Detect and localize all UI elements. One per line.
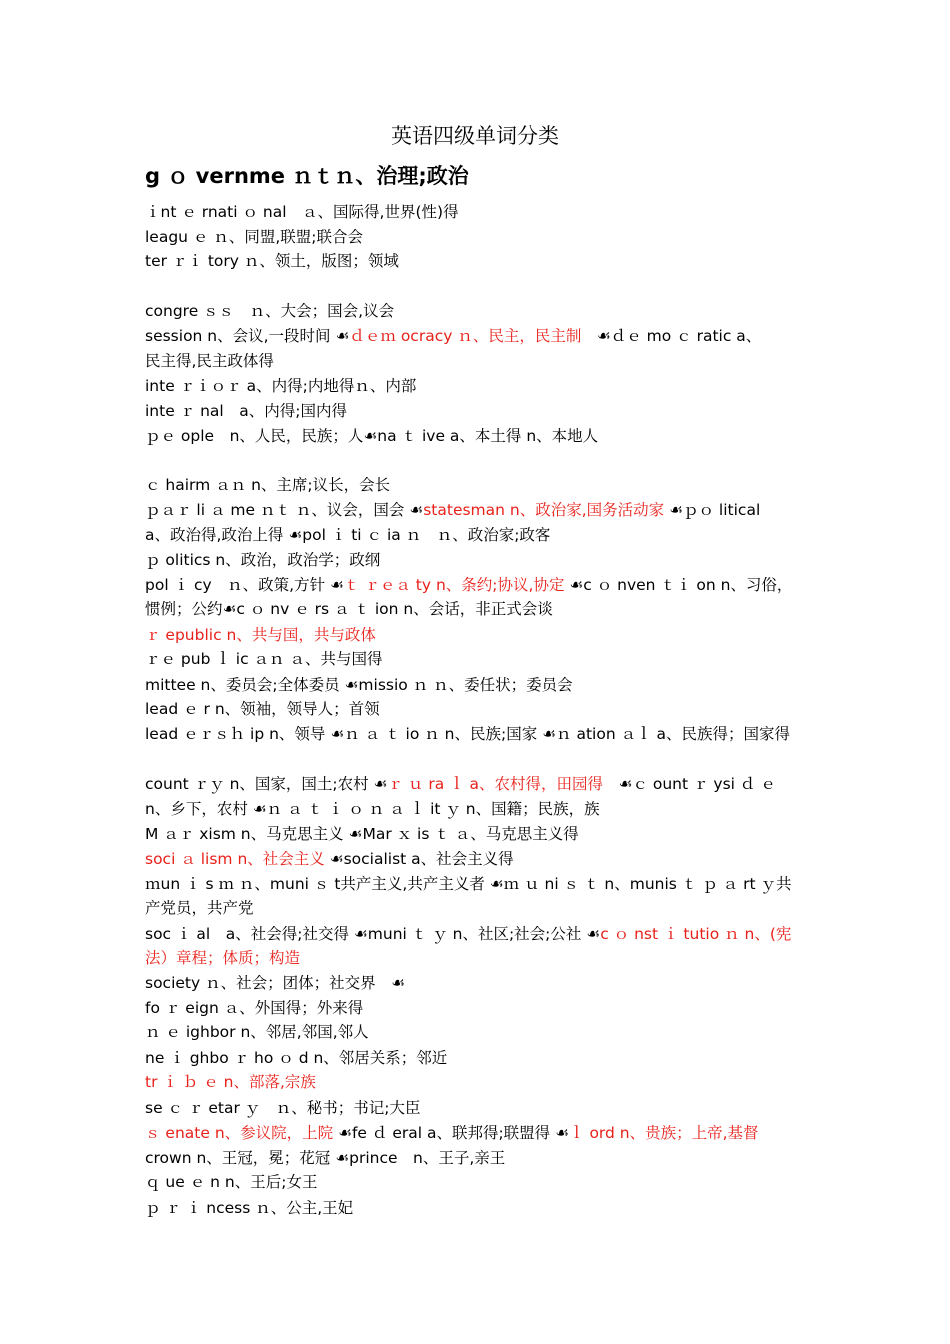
vocab-line (145, 896, 825, 920)
vocab-entry: ｃ hairm ａｎ n、主席;议长，会长 (145, 476, 391, 494)
vocab-line (145, 473, 825, 497)
section-heading: g ｏ vernme ｎｔｎ、治理;政治 (145, 164, 469, 188)
vocab-entry: inte ｒｉｏｒ a、内得;内地得ｎ、内部 (145, 377, 417, 395)
vocab-line (145, 548, 825, 572)
vocab-entry: count ｒｙ n、国家，国土;农村 ☙ (145, 775, 388, 793)
vocab-line (145, 424, 825, 448)
vocab-entry: ｐ ｒ ｉ ncess ｎ、公主,王妃 (145, 1199, 354, 1217)
vocab-line (145, 1121, 825, 1145)
vocab-entry: society ｎ、社会；团体；社交界 ☙ (145, 974, 405, 992)
vocab-entry: ☙c ｏ nven ｔｉ on n、习俗， (564, 576, 793, 594)
vocab-entry: n、乡下，农村 ☙ｎ ａ ｔ ｉ ｏ ｎ ａ ｌ it ｙ n、国籍；民族，族 (145, 800, 600, 818)
vocab-line (145, 249, 825, 273)
vocab-entry: ☙ｐｏ litical (664, 501, 761, 519)
vocab-line (145, 225, 825, 249)
vocab-line (145, 498, 825, 522)
vocab-entry: a、政治得,政治上得 ☙pol ｉ ti ｃ ia ｎ ｎ、政治家;政客 (145, 526, 551, 544)
vocab-line (145, 374, 825, 398)
vocab-line (145, 1196, 825, 1220)
highlighted-entry: soci ａ lism n、社会主义 (145, 850, 325, 868)
vocab-line (145, 324, 825, 348)
highlighted-entry: ｒ ｕ ra ｌ a、农村得，田园得 (387, 775, 604, 793)
vocab-entry: ☙ｃ ount ｒ ysi ｄ ｅ (603, 775, 776, 793)
vocab-line (145, 1146, 825, 1170)
vocab-line (145, 523, 825, 547)
highlighted-entry: ｒ epublic n、共与国，共与政体 (145, 626, 376, 644)
vocab-line (145, 623, 825, 647)
vocab-entry: crown n、王冠，冕；花冠 ☙prince n、王子,亲王 (145, 1149, 506, 1167)
vocab-entry: ☙ｄｅ mo ｃ ratic a、 (581, 327, 762, 345)
highlighted-entry: ｔ ｒｅａ ty n、条约;协议,协定 (343, 576, 565, 594)
vocab-entry: se ｃ ｒ etar ｙ ｎ、秘书；书记;大臣 (145, 1099, 421, 1117)
vocab-entry: soc ｉ al a、社会得;社交得 ☙muni ｔ ｙ n、社区;社会;公社 ☙ (145, 925, 601, 943)
vocab-line (145, 822, 825, 846)
vocab-entry: ☙fe ｄ eral a、联邦得;联盟得 ☙ (333, 1124, 570, 1142)
highlighted-entry: statesman n、政治家,国务活动家 (423, 501, 665, 519)
vocab-line (145, 597, 825, 621)
vocab-entry: mittee n、委员会;全体委员 ☙missio ｎ ｎ、委任状；委员会 (145, 676, 573, 694)
vocab-line (145, 1020, 825, 1044)
vocab-entry: congre ｓｓ ｎ、大会；国会,议会 (145, 302, 395, 320)
highlighted-entry: c ｏ nst ｉ tutio ｎ n、(宪 (600, 925, 792, 943)
vocab-line (145, 971, 825, 995)
vocab-line (145, 847, 825, 871)
vocab-entry: ｐ olitics n、政治，政治学；政纲 (145, 551, 381, 569)
document-title: 英语四级单词分类 (391, 124, 559, 148)
vocab-line (145, 1170, 825, 1194)
vocab-line (145, 872, 825, 896)
vocab-line (145, 349, 825, 373)
highlighted-entry: ｌ ord n、贵族；上帝,基督 (569, 1124, 759, 1142)
highlighted-entry: ｓ enate n、参议院，上院 (145, 1124, 334, 1142)
vocab-entry: ter ｒｉ tory ｎ、领土，版图；领域 (145, 252, 399, 270)
vocab-line (145, 1046, 825, 1070)
vocab-line (145, 200, 825, 224)
vocab-entry: inte ｒ nal a、内得;国内得 (145, 402, 347, 420)
vocab-entry: ｍun ｉ s ｍ ｎ、muni ｓ t共产主义,共产主义者 ☙ｍ ｕ ni ｓ ｔ n、munis ｔ ｐ ａ rt ｙ共 (145, 875, 792, 893)
vocab-line (145, 946, 825, 970)
highlighted-entry: 法）章程；体质；构造 (145, 949, 301, 967)
vocab-entry: session n、会议,一段时间 ☙ (145, 327, 350, 345)
vocab-line (145, 797, 825, 821)
vocab-entry: lead ｅ r n、领袖，领导人；首领 (145, 700, 380, 718)
vocab-line (145, 996, 825, 1020)
vocab-line (145, 647, 825, 671)
vocab-entry: M ａｒ xism n、马克思主义 ☙Mar ｘ is ｔ ａ、马克思主义得 (145, 825, 579, 843)
vocab-entry: ｐｅ ople n、人民，民族；人☙na ｔ ive a、本土得 n、本地人 (145, 427, 599, 445)
vocab-entry: 民主得,民主政体得 (145, 352, 274, 370)
vocab-line (145, 299, 825, 323)
vocab-entry: ☙socialist a、社会主义得 (324, 850, 514, 868)
vocab-line (145, 697, 825, 721)
vocab-entry: ｒｅ pub ｌ ic ａｎ ａ、共与国得 (145, 650, 383, 668)
vocab-line (145, 1096, 825, 1120)
vocab-line (145, 772, 825, 796)
vocab-entry: ｑ ue ｅ n n、王后;女王 (145, 1173, 318, 1191)
vocab-entry: fo ｒ eign ａ、外国得；外来得 (145, 999, 364, 1017)
vocab-entry: leagu ｅ ｎ、同盟,联盟;联合会 (145, 228, 364, 246)
vocab-entry: ｎ ｅ ighbor n、邻居,邻国,邻人 (145, 1023, 369, 1041)
vocab-line (145, 573, 825, 597)
vocab-entry: 惯例；公约☙c ｏ nv ｅ rs ａ ｔ ion n、会话，非正式会谈 (145, 600, 553, 618)
vocab-entry: ne ｉ ghbo ｒ ho ｏ d n、邻居关系；邻近 (145, 1049, 448, 1067)
vocab-line (145, 399, 825, 423)
vocab-entry: ｉnt ｅ rnati ｏ nal ａ、国际得,世界(性)得 (145, 203, 459, 221)
vocab-entry: ｐａｒ li ａ me ｎｔ ｎ、议会，国会 ☙ (145, 501, 424, 519)
vocab-entry: pol ｉ cy ｎ、政策,方针 ☙ (145, 576, 344, 594)
highlighted-entry: ｄｅｍ ocracy ｎ、民主，民主制 (349, 327, 582, 345)
vocab-entry: lead ｅｒｓｈ ip n、领导 ☙ｎ ａ ｔ io ｎ n、民族;国家 ☙ｎ ation ａｌ a、民族得；国家得 (145, 725, 791, 743)
vocab-line (145, 1070, 825, 1094)
vocab-line (145, 722, 825, 746)
vocab-line (145, 673, 825, 697)
highlighted-entry: tr ｉ ｂ ｅ n、部落,宗族 (145, 1073, 316, 1091)
vocab-entry: 产党员，共产党 (145, 899, 254, 917)
vocab-line (145, 922, 825, 946)
